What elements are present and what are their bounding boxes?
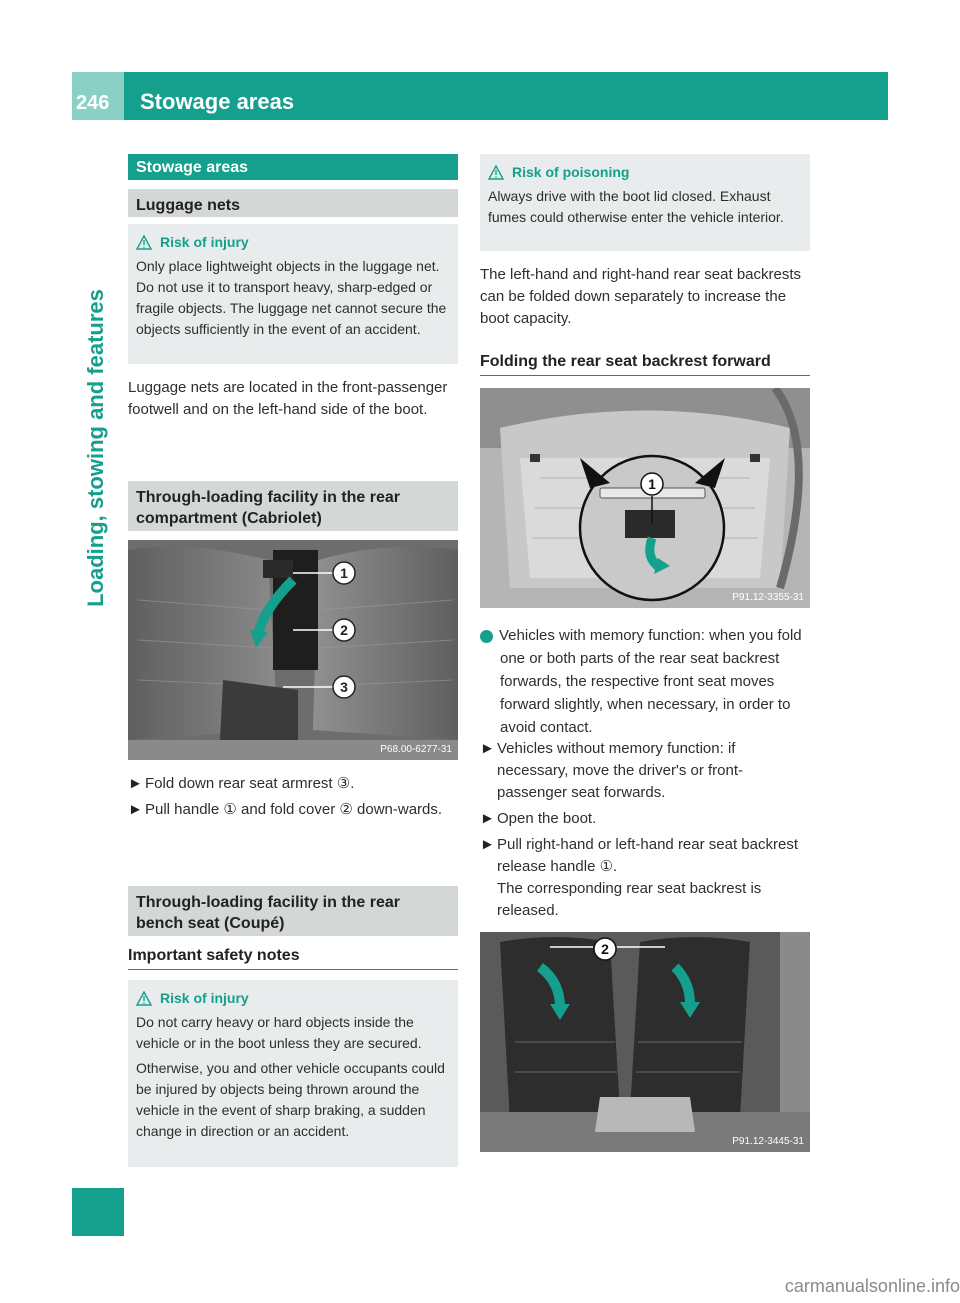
info-paragraph [466,624,810,739]
rear-bench-photo [480,932,810,1152]
step-text: Open the boot. [497,810,597,827]
step-text: Vehicles without memory function: if necessary, move the driver's or front-passenger seat forwards. [497,740,744,801]
step-arrow-icon: ► [480,740,495,757]
through-loading-coupe-heading: Through-loading facility in the rear bench seat (Coupé) [128,886,458,936]
warning-risk-of-injury-2 [128,980,458,1167]
rear-compartment-illustration [128,540,458,760]
warning-risk-of-injury [128,224,458,364]
steps-coupe [480,738,810,922]
important-safety-notes-heading: Important safety notes [128,947,458,970]
callout-2: 2 [340,622,348,638]
info-note [466,624,810,739]
callout-1: 1 [340,565,348,581]
callout-1: 1 [648,476,656,492]
photo-code: P91.12-3355-31 [732,592,804,603]
photo-code: P68.00-6277-31 [380,744,452,755]
step-arrow-icon: ► [128,775,143,792]
step-item [128,799,458,821]
step-arrow-icon: ► [128,801,143,818]
warning-triangle-icon [136,235,152,250]
warning-title-text: Risk of injury [160,234,249,250]
through-loading-cabriolet-heading: Through-loading facility in the rear compartment (Cabriolet) [128,481,458,531]
step-arrow-icon: ► [480,836,495,853]
step-text: Fold down rear seat armrest ③. [145,775,355,792]
rear-bench-illustration [480,932,810,1152]
page-title: Stowage areas [140,89,295,114]
luggage-nets-heading: Luggage nets [128,189,458,217]
side-tab-label: Loading, stowing and features [83,289,108,607]
warning-title [136,988,450,1009]
step-text: Pull right-hand or left-hand rear seat backrest release handle ①. [497,836,798,875]
luggage-nets-text: Luggage nets are located in the front-passenger footwell and on the left-hand side of the boot. [128,379,448,418]
warning-triangle-icon [488,165,504,180]
step-result: The corresponding rear seat backrest is released. [497,880,762,919]
step-item [480,834,810,878]
warning-title-text: Risk of poisoning [512,164,630,180]
info-icon: i [480,630,493,643]
warning-text: Always drive with the boot lid closed. Exhaust fumes could otherwise enter the vehicle interior. [488,188,784,225]
warning-title [136,232,450,253]
callout-3: 3 [340,679,348,695]
warning-risk-of-poisoning [480,154,810,251]
step-arrow-icon: ► [480,810,495,827]
warning-triangle-icon [136,991,152,1006]
section-title: Stowage areas [128,154,458,180]
info-text: Vehicles with memory function: when you fold one or both parts of the rear seat backrest forwards, the respective front seat moves forward slightly, when necessary, in order to avoid contact. [499,627,802,736]
backrest-text: The left-hand and right-hand rear seat backrests can be folded down separately to increase the boot capacity. [480,266,802,327]
boot-illustration [480,388,810,608]
step-item [128,773,458,795]
warning-text: Otherwise, you and other vehicle occupants could be injured by objects being thrown around the vehicle in the event of sharp braking, a sudden change in direction or an accident. [136,1060,445,1139]
step-item [480,808,810,830]
warning-text: Only place lightweight objects in the luggage net. Do not use it to transport heavy, sharp-edged or fragile objects. The luggage net cannot secure the objects sufficiently in the event of an accident. [136,258,447,337]
warning-title-text: Risk of injury [160,990,249,1006]
footer-site: carmanualsonline.info [784,1276,960,1296]
side-tab-label-wrap [83,270,116,630]
step-text: Pull handle ① and fold cover ② down-wards. [145,801,443,818]
page-number: 246 [76,92,110,114]
warning-title [488,162,802,183]
folding-backrest-heading: Folding the rear seat backrest forward [480,353,810,376]
boot-photo [480,388,810,608]
warning-text: Do not carry heavy or hard objects inside the vehicle or in the boot unless they are secured. [136,1014,422,1051]
rear-compartment-photo [128,540,458,760]
side-tab-block [72,1188,124,1236]
step-item [480,738,810,804]
photo-code: P91.12-3445-31 [732,1136,804,1147]
callout-2: 2 [601,941,609,957]
steps-cabriolet [128,773,458,825]
